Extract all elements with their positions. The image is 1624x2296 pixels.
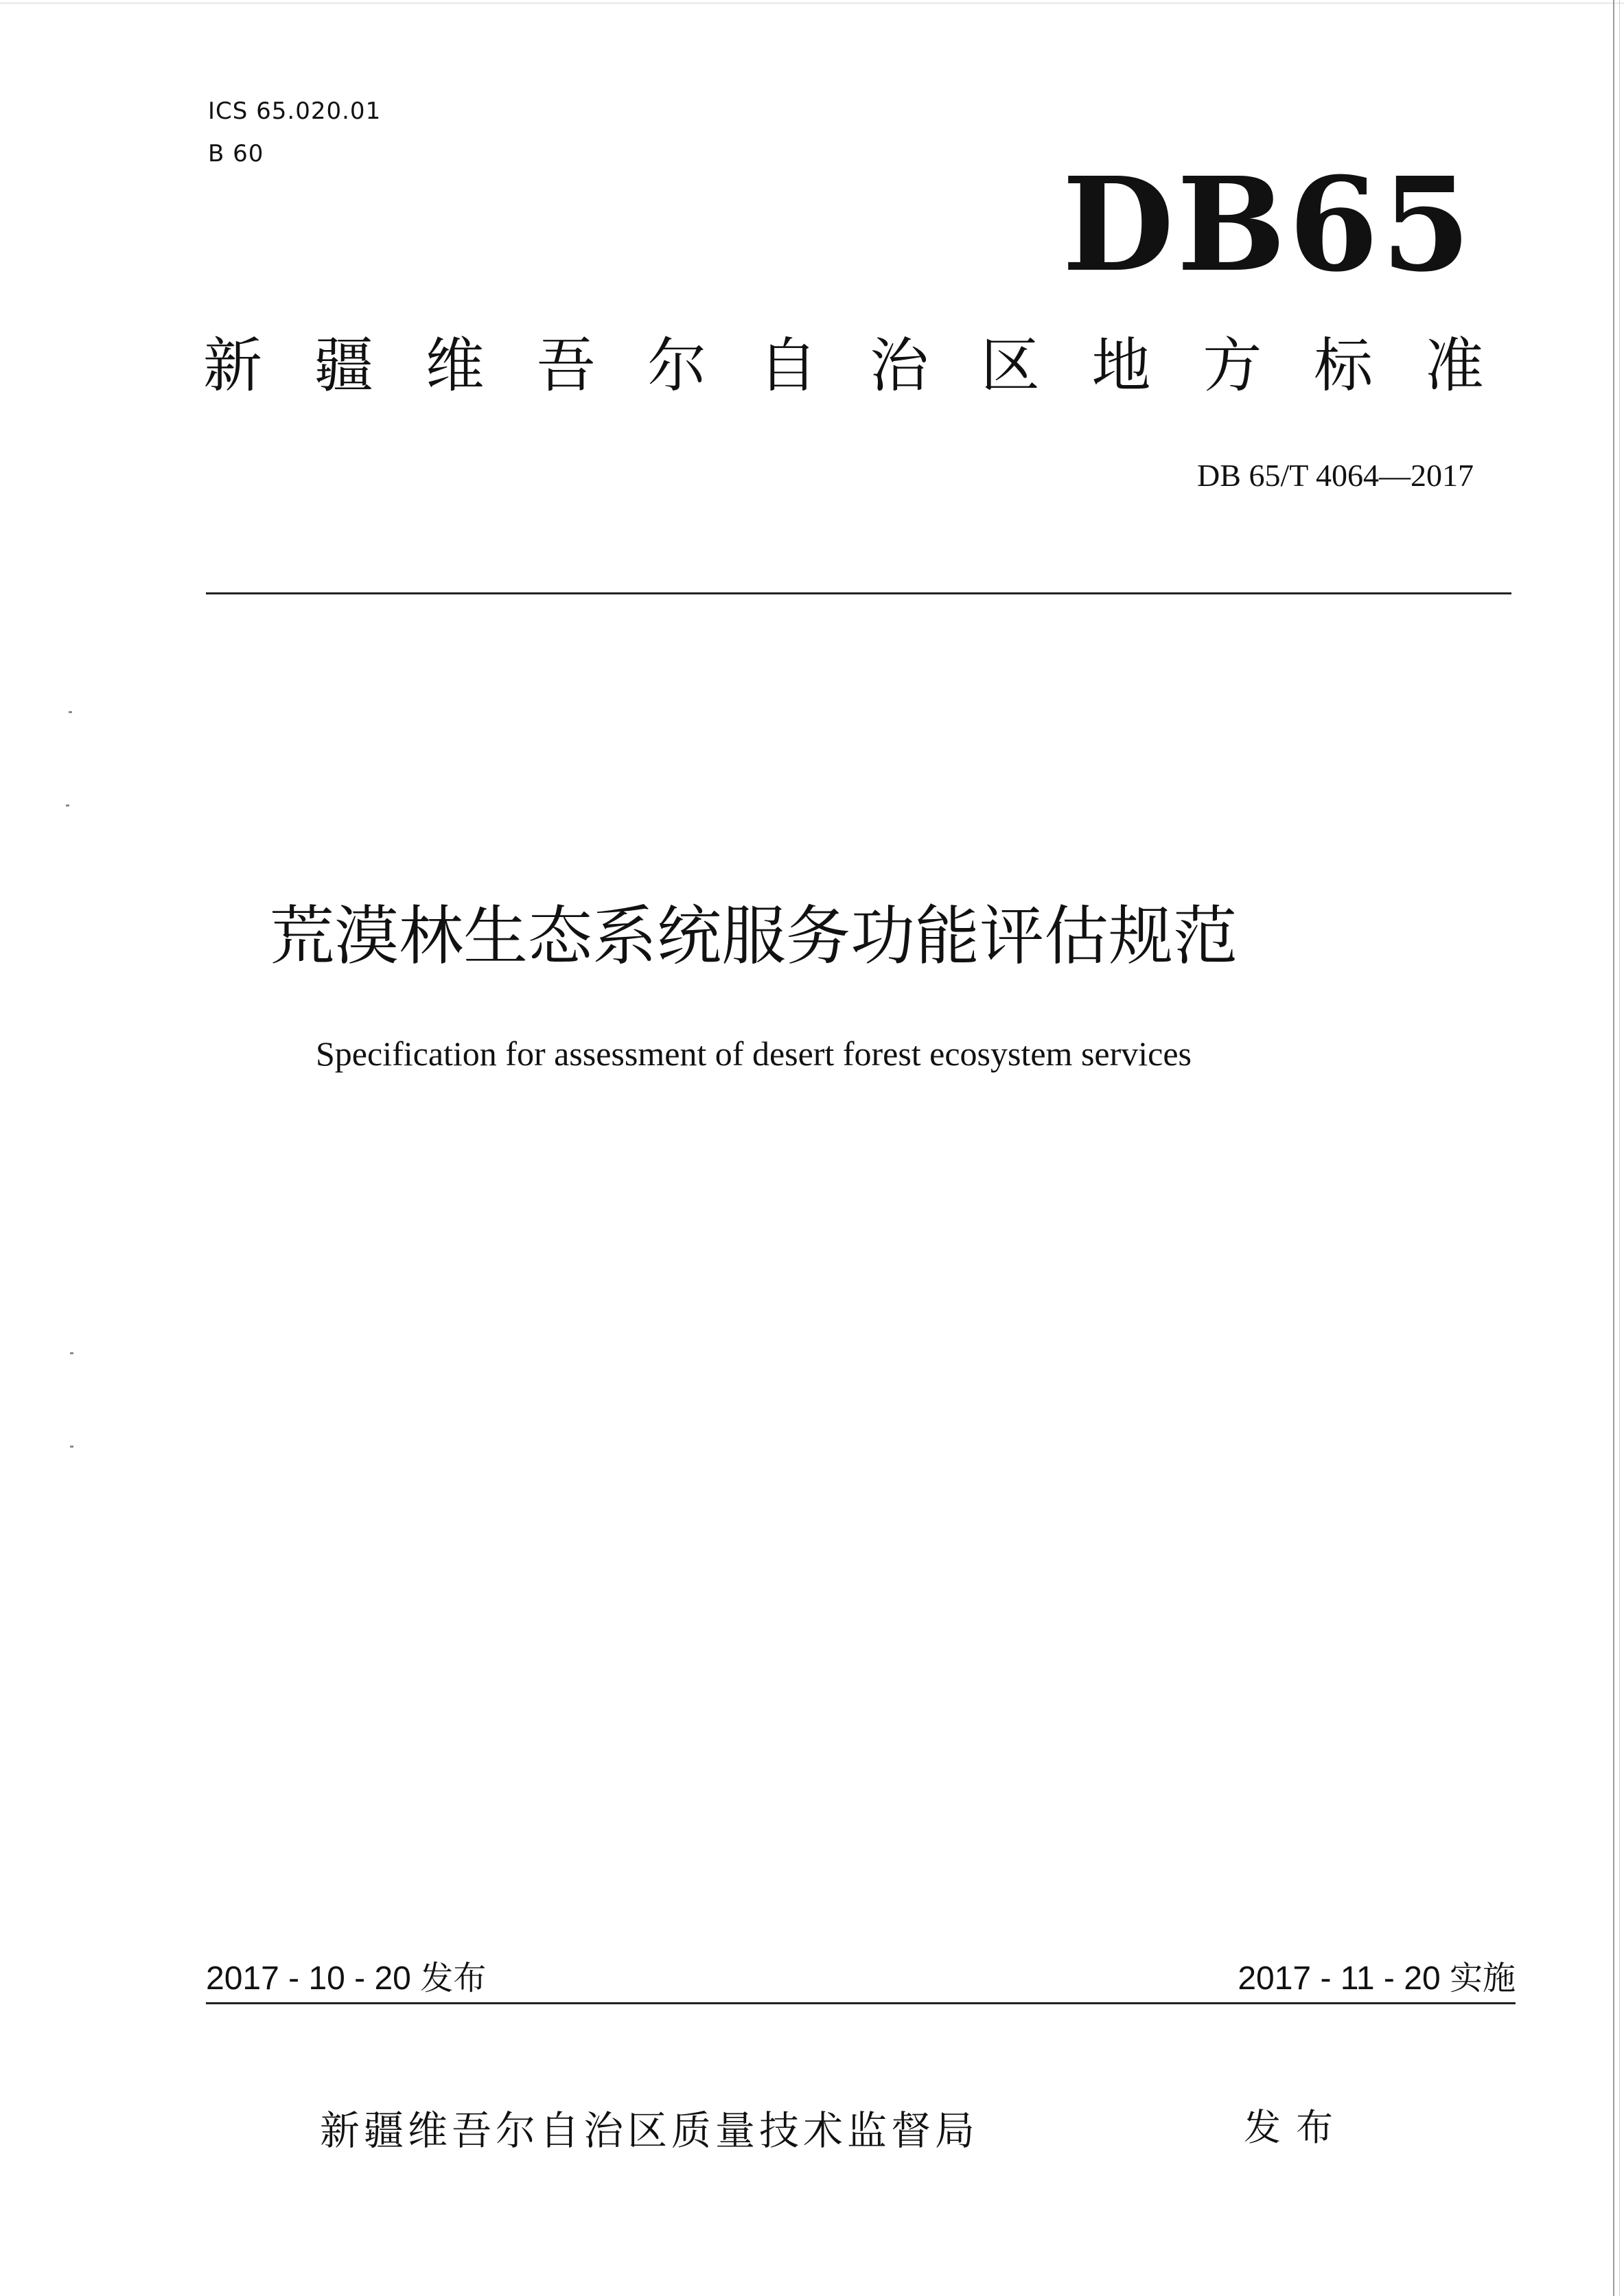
scan-edge-right-inner (1619, 0, 1620, 2296)
scan-speck (69, 711, 72, 713)
document-title-chinese: 荒漠林生态系统服务功能评估规范 (269, 899, 1238, 974)
standard-type-char: 新 (203, 332, 262, 400)
date-row (206, 1958, 1516, 1999)
release-info (206, 1958, 486, 1999)
scan-edge-right (1613, 0, 1614, 2296)
ccs-code: B 60 (208, 140, 264, 167)
standard-type-char: 准 (1424, 332, 1484, 400)
standard-type-char: 方 (1203, 332, 1262, 400)
release-date: 2017 - 10 - 20 (206, 1960, 411, 1997)
top-divider (206, 592, 1511, 594)
document-title-english: Specification for assessment of desert forest ecosystem services (316, 1034, 1192, 1073)
standard-type-char: 吾 (536, 332, 596, 400)
db-mark: DB65 (1062, 149, 1474, 301)
standard-type-heading (203, 328, 1484, 404)
ics-code: ICS 65.020.01 (208, 97, 382, 125)
release-label: 发布 (420, 1959, 487, 1997)
standard-type-char: 治 (869, 332, 929, 400)
scan-speck (70, 1446, 73, 1448)
standard-type-char: 区 (980, 332, 1040, 400)
publisher-name: 新疆维吾尔自治区质量技术监督局 (320, 2107, 979, 2154)
standard-type-char: 尔 (647, 332, 707, 400)
standard-type-char: 标 (1314, 332, 1373, 400)
standard-type-char: 维 (425, 332, 485, 400)
implement-info (1238, 1958, 1516, 1999)
implement-label: 实施 (1449, 1959, 1516, 1997)
standard-type-char: 自 (758, 332, 818, 400)
bottom-divider (206, 2002, 1516, 2004)
standard-type-char: 疆 (314, 332, 373, 400)
scan-speck (70, 1352, 73, 1354)
implement-date: 2017 - 11 - 20 (1238, 1960, 1441, 1997)
scan-speck (66, 804, 69, 807)
standard-number: DB 65/T 4064—2017 (1197, 458, 1474, 493)
publish-label: 发布 (1244, 2106, 1348, 2149)
standard-type-char: 地 (1091, 332, 1151, 400)
